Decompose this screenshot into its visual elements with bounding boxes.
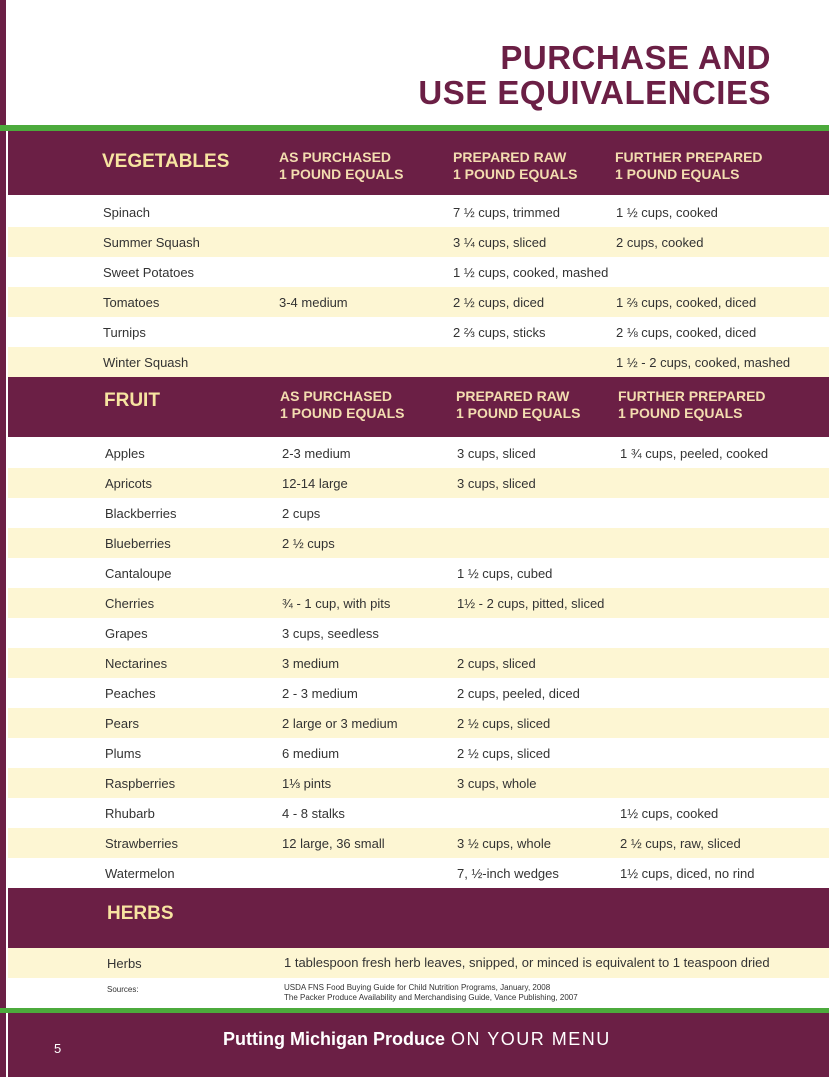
vegetable-row-as-purchased: 3-4 medium <box>279 295 348 310</box>
vegetable-row-prepared-raw: 3 ¼ cups, sliced <box>453 235 547 250</box>
title-line-2: USE EQUIVALENCIES <box>418 74 771 111</box>
fruit-row-item: Rhubarb <box>105 806 155 821</box>
fruit-row-as-purchased: 12 large, 36 small <box>282 836 385 851</box>
fruit-row-item: Strawberries <box>105 836 178 851</box>
footer <box>8 1013 829 1077</box>
herbs-heading: HERBS <box>107 903 174 924</box>
fruit-heading: FRUIT <box>104 390 160 411</box>
fruit-row <box>8 828 829 858</box>
fruit-row-item: Cantaloupe <box>105 566 172 581</box>
fruit-row <box>8 468 829 498</box>
vegetable-row-item: Tomatoes <box>103 295 160 310</box>
fruit-row-as-purchased: 4 - 8 stalks <box>282 806 345 821</box>
vegetables-header <box>8 131 829 195</box>
fruit-row-further-prepared: 2 ½ cups, raw, sliced <box>620 836 741 851</box>
footer-tagline-bold: Putting Michigan Produce <box>223 1029 446 1049</box>
fruit-row <box>8 588 829 618</box>
fruit-row-as-purchased: 2-3 medium <box>282 446 351 461</box>
fruit-row-prepared-raw: 3 cups, sliced <box>457 476 536 491</box>
fruit-row-item: Cherries <box>105 596 155 611</box>
fruit-row <box>8 558 829 588</box>
veg-col-as-purchased: AS PURCHASED 1 POUND EQUALS <box>279 149 404 182</box>
fruit-row-item: Pears <box>105 716 139 731</box>
left-edge-bar <box>0 0 6 1077</box>
fruit-row <box>8 678 829 708</box>
sources-text <box>284 983 578 1003</box>
fruit-row-as-purchased: 3 cups, seedless <box>282 626 379 641</box>
fruit-row-prepared-raw: 1 ½ cups, cubed <box>457 566 553 581</box>
fruit-row-item: Blackberries <box>105 506 177 521</box>
fruit-col-prepared-raw: PREPARED RAW 1 POUND EQUALS <box>456 388 581 421</box>
fruit-row <box>8 738 829 768</box>
vegetable-row-item: Summer Squash <box>103 235 200 250</box>
fruit-row <box>8 768 829 798</box>
fruit-row-prepared-raw: 3 cups, whole <box>457 776 537 791</box>
herbs-row <box>8 948 829 978</box>
source-line-1: USDA FNS Food Buying Guide for Child Nutrition Programs, January, 2008 <box>284 983 551 992</box>
sources-label: Sources: <box>107 985 139 994</box>
veg-col-further-prepared: FURTHER PREPARED 1 POUND EQUALS <box>615 149 763 182</box>
vegetable-row-further-prepared: 1 ⅔ cups, cooked, diced <box>616 295 757 310</box>
vegetable-row-further-prepared: 2 ⅛ cups, cooked, diced <box>616 325 757 340</box>
fruit-row-item: Grapes <box>105 626 148 641</box>
fruit-row-prepared-raw: 3 cups, sliced <box>457 446 536 461</box>
fruit-row <box>8 618 829 648</box>
vegetable-row-item: Sweet Potatoes <box>103 265 195 280</box>
fruit-col-as-purchased: AS PURCHASED 1 POUND EQUALS <box>280 388 405 421</box>
fruit-row-prepared-raw: 2 cups, sliced <box>457 656 536 671</box>
vegetable-row-further-prepared: 1 ½ - 2 cups, cooked, mashed <box>616 355 791 370</box>
fruit-row-item: Plums <box>105 746 142 761</box>
vegetable-row-item: Winter Squash <box>103 355 189 370</box>
vegetable-row-prepared-raw: 1 ½ cups, cooked, mashed <box>453 265 609 280</box>
footer-tagline <box>223 1029 611 1050</box>
vegetable-row-prepared-raw: 7 ½ cups, trimmed <box>453 205 560 220</box>
fruit-row-prepared-raw: 3 ½ cups, whole <box>457 836 551 851</box>
fruit-row-as-purchased: 2 - 3 medium <box>282 686 358 701</box>
fruit-row-as-purchased: 12-14 large <box>282 476 348 491</box>
fruit-row-as-purchased: 1⅓ pints <box>282 776 332 791</box>
vegetable-row-prepared-raw: 2 ½ cups, diced <box>453 295 545 310</box>
page-number: 5 <box>54 1041 62 1056</box>
fruit-row-as-purchased: 3 medium <box>282 656 340 671</box>
fruit-row-further-prepared: 1½ cups, diced, no rind <box>620 866 755 881</box>
fruit-row <box>8 858 829 888</box>
fruit-row-as-purchased: 2 large or 3 medium <box>282 716 398 731</box>
vegetable-row <box>8 317 829 347</box>
vegetable-row <box>8 227 829 257</box>
fruit-row-as-purchased: 2 cups <box>282 506 321 521</box>
fruit-row-prepared-raw: 2 ½ cups, sliced <box>457 716 551 731</box>
vegetable-row <box>8 347 829 377</box>
fruit-row <box>8 438 829 468</box>
fruit-col-further-prepared: FURTHER PREPARED 1 POUND EQUALS <box>618 388 766 421</box>
page-title <box>418 40 771 110</box>
vegetable-row-further-prepared: 1 ½ cups, cooked <box>616 205 718 220</box>
fruit-row-prepared-raw: 1½ - 2 cups, pitted, sliced <box>457 596 605 611</box>
footer-tagline-caps: ON YOUR MENU <box>451 1029 611 1049</box>
vegetables-heading: VEGETABLES <box>102 151 230 172</box>
fruit-row <box>8 648 829 678</box>
fruit-row-prepared-raw: 7, ½-inch wedges <box>457 866 559 881</box>
fruit-row <box>8 708 829 738</box>
vegetable-row-further-prepared: 2 cups, cooked <box>616 235 704 250</box>
herbs-header <box>8 888 829 948</box>
fruit-row-item: Apples <box>105 446 145 461</box>
vegetable-row <box>8 197 829 227</box>
fruit-row-item: Peaches <box>105 686 156 701</box>
fruit-row-as-purchased: 6 medium <box>282 746 340 761</box>
herbs-row-item: Herbs <box>107 956 142 971</box>
fruit-row-item: Raspberries <box>105 776 176 791</box>
fruit-row-item: Apricots <box>105 476 152 491</box>
title-line-1: PURCHASE AND <box>500 39 771 76</box>
source-line-2: The Packer Produce Availability and Merchandising Guide, Vance Publishing, 2007 <box>284 993 578 1002</box>
fruit-row-prepared-raw: 2 ½ cups, sliced <box>457 746 551 761</box>
fruit-row-item: Nectarines <box>105 656 168 671</box>
fruit-row-further-prepared: 1 ¾ cups, peeled, cooked <box>620 446 769 461</box>
fruit-row <box>8 798 829 828</box>
veg-col-prepared-raw: PREPARED RAW 1 POUND EQUALS <box>453 149 578 182</box>
fruit-header <box>8 377 829 437</box>
fruit-row <box>8 498 829 528</box>
vegetable-row-prepared-raw: 2 ⅔ cups, sticks <box>453 325 546 340</box>
fruit-row <box>8 528 829 558</box>
fruit-row-further-prepared: 1½ cups, cooked <box>620 806 719 821</box>
fruit-row-item: Blueberries <box>105 536 171 551</box>
herbs-row-equivalence: 1 tablespoon fresh herb leaves, snipped, or minced is equivalent to 1 teaspoon dried <box>284 955 770 970</box>
fruit-row-item: Watermelon <box>105 866 175 881</box>
fruit-row-as-purchased: 2 ½ cups <box>282 536 335 551</box>
fruit-row-prepared-raw: 2 cups, peeled, diced <box>457 686 580 701</box>
vegetable-row <box>8 287 829 317</box>
vegetable-row-item: Turnips <box>103 325 146 340</box>
vegetable-row-item: Spinach <box>103 205 150 220</box>
fruit-row-as-purchased: ¾ - 1 cup, with pits <box>282 596 391 611</box>
vegetable-row <box>8 257 829 287</box>
